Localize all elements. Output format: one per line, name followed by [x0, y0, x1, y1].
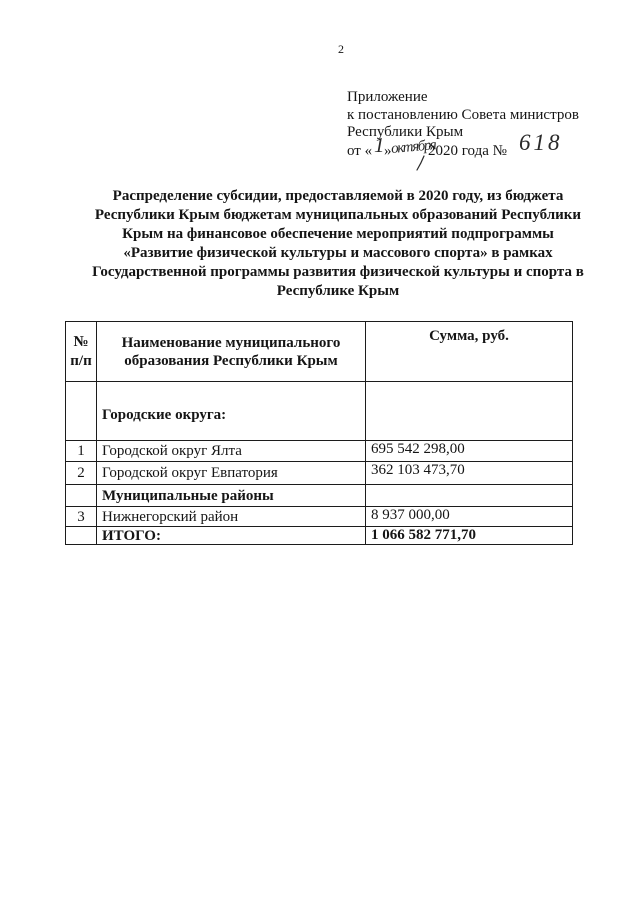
row-name: Городской округ Ялта [97, 441, 366, 462]
table-section-row [66, 382, 573, 441]
section-name: Городские округа: [97, 382, 366, 441]
handwritten-resolution-number: 618 [519, 130, 563, 155]
title-line: Государственной программы развития физической культуры и спорта в [92, 264, 584, 280]
row-name: Нижнегорский район [97, 507, 366, 527]
row-number: 1 [66, 441, 97, 462]
row-name: Городской округ Евпатория [97, 462, 366, 485]
total-label: ИТОГО: [97, 527, 366, 545]
subsidy-distribution-table [65, 321, 573, 545]
header-sum: Сумма, руб. [366, 322, 573, 382]
table-section-row [66, 485, 573, 507]
appendix-header [347, 89, 632, 173]
row-number: 2 [66, 462, 97, 485]
row-number-cell [66, 485, 97, 507]
total-sum: 1 066 582 771,70 [366, 527, 573, 545]
handwritten-month: октября [390, 137, 437, 158]
document-title [58, 187, 618, 301]
title-line: Крым на финансовое обеспечение мероприятий подпрограммы [122, 226, 554, 242]
row-number: 3 [66, 507, 97, 527]
row-number-cell [66, 382, 97, 441]
table-header-row [66, 322, 573, 382]
header-name: Наименование муниципального образования Республики Крым [97, 322, 366, 382]
appendix-resolution: к постановлению Совета министров [347, 106, 579, 123]
row-sum-cell [366, 485, 573, 507]
table-total-row [66, 527, 573, 545]
title-line: «Развитие физической культуры и массового спорта» в рамках [123, 245, 553, 261]
handwriting-stroke [415, 155, 427, 171]
page-number: 2 [338, 42, 344, 56]
table-row [66, 441, 573, 462]
appendix-title: Приложение [347, 89, 428, 105]
title-line: Республике Крым [276, 283, 400, 299]
handwritten-day: 1 [374, 133, 385, 157]
row-sum-cell [366, 382, 573, 441]
table-row [66, 507, 573, 527]
date-prefix: от « [347, 143, 373, 159]
title-line: Республики Крым бюджетам муниципальных образований Республики [94, 207, 582, 223]
date-quote-close: » [384, 143, 392, 159]
row-sum: 362 103 473,70 [366, 462, 573, 485]
header-number: № п/п [66, 322, 97, 382]
row-sum: 8 937 000,00 [366, 507, 573, 527]
appendix-republic: Республики Крым [347, 124, 464, 141]
table-row [66, 462, 573, 485]
section-name: Муниципальные районы [97, 485, 366, 507]
date-year-suffix: 2020 года № [428, 143, 507, 159]
title-line: Распределение субсидии, предоставляемой в 2020 году, из бюджета [112, 188, 564, 204]
row-sum: 695 542 298,00 [366, 441, 573, 462]
row-number-cell [66, 527, 97, 545]
